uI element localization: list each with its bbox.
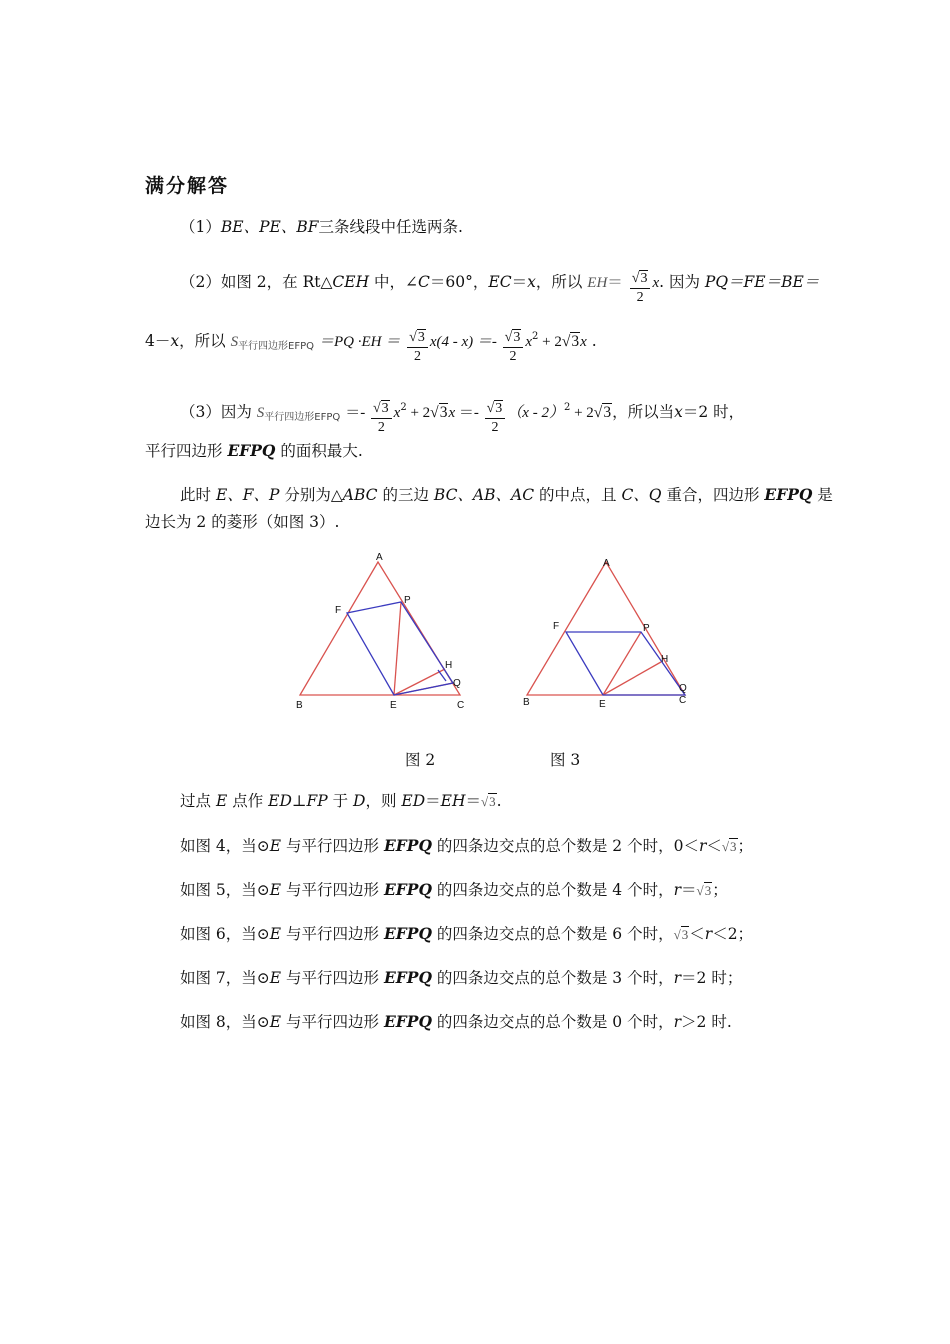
case-4-efpq: EFPQ [383, 836, 432, 855]
radicand-3: 3 [513, 330, 521, 345]
case-6-efpq: EFPQ [383, 924, 432, 943]
case-4-a: 如图 4，当⊙ [180, 837, 270, 855]
p5-ed: ED [401, 792, 426, 810]
case-figure-7 [180, 968, 742, 988]
case-6-radicand: 3 [681, 927, 689, 942]
figure-2-caption: 图 2 [405, 751, 436, 769]
segment-ec: EC [488, 273, 512, 291]
p5-c: 点作 [227, 792, 269, 810]
part-2-text-a: （2）如图 2，在 Rt△ [180, 273, 333, 291]
fig2-segment-hq [438, 670, 446, 681]
part-3-eq-b: ＝- [455, 405, 483, 421]
denominator-5: 2 [491, 420, 499, 435]
equals-sign-2: ＝ [607, 273, 623, 291]
p5-ze: ，则 [365, 792, 402, 810]
radicand-7: 3 [495, 401, 503, 416]
fig3-label-q: Q [679, 683, 687, 694]
fig2-segment-ep [394, 602, 401, 695]
figure-3 [515, 550, 705, 715]
case-figure-4: 如图 4，当⊙E 与平行四边形 EFPQ 的四条边交点的总个数是 2 个时，0＜r＜√3； [180, 836, 754, 855]
angle-value: ＝60°， [429, 273, 489, 291]
four-minus: 4－ [145, 332, 171, 350]
triangle-ceh: CEH [332, 273, 370, 291]
p5-d: D [353, 792, 366, 810]
fig2-label-e: E [390, 700, 397, 711]
part-3-plus-2: + 2 [570, 405, 594, 421]
part-2-text-d: . 因为 [659, 273, 705, 291]
part-1-segments: BE、PE、BF [220, 218, 319, 236]
square-exponent-3: 2 [563, 402, 571, 413]
case-6-a: 如图 6，当⊙ [180, 925, 270, 943]
case-4-end: ； [737, 837, 754, 855]
answer-part-3-line-1: （3）因为 $S_{平行四边形EFPQ}$ ＝- $\frac{√3}{2}$ $x^2 + 2√3x$ ＝- $\frac{√3}{2}$ （x - 2）$^2$ + 2√3，所以当x＝2 时， [180, 401, 745, 435]
case-7-e: E [269, 969, 282, 987]
section-heading: 满分解答 [145, 175, 230, 197]
part-3-x: x [393, 405, 401, 421]
var-x-2: x [652, 275, 660, 291]
case-8-d: ＞2 时. [681, 1013, 732, 1031]
p5-eq-2: ＝ [465, 792, 481, 810]
case-5-end: ； [712, 881, 728, 899]
case-5-c: 的四条边交点的总个数是 4 个时， [431, 881, 674, 899]
denominator-2: 2 [414, 349, 422, 364]
p4-abc: ABC [342, 486, 378, 504]
case-8-a: 如图 8，当⊙ [180, 1013, 270, 1031]
case-6-d: ＜2； [712, 925, 754, 943]
denominator-3: 2 [509, 349, 517, 364]
case-4-e: E [269, 837, 282, 855]
case-7-a: 如图 7，当⊙ [180, 969, 270, 987]
fig3-label-f: F [553, 621, 560, 632]
fig3-label-p: P [643, 623, 650, 634]
fraction-4: $\frac{√3}{2}$ [371, 400, 392, 437]
case-figure-8 [180, 1012, 732, 1032]
p5-e: E [215, 792, 228, 810]
part-2-text-c: ，所以 [535, 273, 583, 291]
fraction-3: $\frac{√3}{2}$ [503, 329, 524, 366]
part-3-plus: + 2 [406, 405, 431, 421]
case-4-r: r [698, 837, 707, 855]
var-x: x [527, 273, 536, 291]
p4-points: E、F、P [215, 486, 280, 504]
case-7-b: 与平行四边形 [281, 969, 384, 987]
area-symbol-2: S [256, 405, 265, 421]
p4-line2: 边长为 2 的菱形（如图 3）. [145, 513, 340, 531]
radicand-6: 3 [439, 404, 448, 421]
p4-cq: C、Q [621, 486, 662, 504]
case-5-r: r [673, 881, 682, 899]
var-x-3: x [170, 332, 180, 350]
part-2-text-b: 中，∠ [369, 273, 419, 291]
answer-part-2-line-1 [180, 270, 819, 307]
fig3-triangle-abc [527, 562, 685, 695]
case-6-e: E [269, 925, 282, 943]
angle-c: C [418, 273, 430, 291]
p5-eq: ＝ [425, 792, 441, 810]
area-subscript: 平行四边形EFPQ [238, 341, 315, 352]
square-exponent-2: 2 [400, 402, 407, 413]
area-formula-b: x(4 - x) ＝- [429, 334, 501, 350]
answer-part-4-line-1 [180, 485, 833, 505]
part-1-prefix: （1） [180, 218, 221, 236]
case-8-r: r [673, 1013, 682, 1031]
fraction-5: $\frac{√3}{2}$ [485, 400, 506, 437]
case-8-b: 与平行四边形 [281, 1013, 384, 1031]
fraction-2: $\frac{√3}{2}$ [407, 329, 428, 366]
part-3-x-2: x [448, 405, 456, 421]
case-5-b: 与平行四边形 [281, 881, 384, 899]
case-8-c: 的四条边交点的总个数是 0 个时， [431, 1013, 674, 1031]
answer-part-2-line-2: 4－x，所以 $S_{平行四边形EFPQ} =PQ \cdot EH$ ＝ $\frac{√3}{2}$ x(4 - x) ＝- $\frac{√3}{2}$ $x^2 + 2√3x$ . [145, 330, 597, 364]
case-7-r: r [673, 969, 682, 987]
equals-sign: ＝ [511, 273, 528, 291]
part-3-prefix: （3）因为 [180, 403, 257, 421]
denominator-4: 2 [377, 420, 385, 435]
fig3-label-c: C [679, 695, 687, 706]
case-4-d: ＜ [706, 837, 722, 855]
pq-chain: PQ＝FE＝BE＝ [704, 273, 820, 291]
fig2-label-a: A [376, 552, 383, 563]
figure-3-caption: 图 3 [550, 751, 581, 769]
case-8-efpq: EFPQ [383, 1012, 432, 1031]
answer-part-3-line-2 [145, 441, 363, 461]
area-formula-c: + 2 [538, 334, 562, 350]
case-6-r: r [704, 925, 713, 943]
area-formula-a: ＝PQ ·EH ＝ [318, 334, 401, 350]
case-7-d: ＝2 时； [681, 969, 743, 987]
fig2-label-c: C [457, 700, 465, 711]
fraction-sqrt3-over-2: $\frac{√3}{2}$ [630, 270, 651, 307]
case-4-radicand: 3 [730, 839, 737, 854]
case-5-efpq: EFPQ [383, 880, 432, 899]
radicand-8: 3 [603, 404, 612, 421]
p4-efpq: EFPQ [764, 485, 813, 504]
part-3-var-x: x [674, 403, 683, 421]
p4-c: 分别为△ [279, 486, 343, 504]
figure-2 [290, 550, 480, 715]
area-formula-x-2: x [580, 334, 587, 350]
p4-i: 重合，四边形 [661, 486, 765, 504]
p4-g: 的中点，且 [534, 486, 622, 504]
part-2-text-e: ，所以 [179, 332, 231, 350]
p4-a: 此时 [180, 486, 216, 504]
p5-a: 过点 [180, 792, 216, 810]
case-7-c: 的四条边交点的总个数是 3 个时， [431, 969, 674, 987]
case-8-e: E [269, 1013, 282, 1031]
part-3-text-a: ，所以当 [612, 403, 675, 421]
p5-ed-fp: ED⊥FP [268, 792, 328, 810]
case-5-a: 如图 5，当⊙ [180, 881, 270, 899]
case-6-b: 与平行四边形 [281, 925, 384, 943]
fig2-segment-eh [394, 669, 445, 695]
case-5-e: E [269, 881, 282, 899]
case-figure-6: 如图 6，当⊙E 与平行四边形 EFPQ 的四条边交点的总个数是 6 个时，√3＜r＜2； [180, 924, 754, 943]
p5-yu: 于 [327, 792, 353, 810]
area-symbol: S [230, 334, 239, 350]
quad-efpq: EFPQ [227, 441, 276, 460]
fig3-label-h: H [661, 654, 669, 665]
p4-k: 是 [812, 486, 833, 504]
denominator: 2 [636, 290, 644, 305]
area-formula-x: x [525, 334, 533, 350]
part-1-text: 三条线段中任选两条. [318, 218, 463, 236]
fig3-label-e: E [599, 699, 606, 710]
fig2-triangle-abc [300, 562, 460, 695]
fig2-label-b: B [296, 700, 303, 711]
case-7-efpq: EFPQ [383, 968, 432, 987]
fig2-label-h: H [445, 660, 453, 671]
part-3-text-b: ＝2 时， [682, 403, 745, 421]
part-3-text-d: 的面积最大. [275, 442, 363, 460]
radicand-2: 3 [417, 330, 425, 345]
radicand-5: 3 [381, 401, 389, 416]
case-4-b: 与平行四边形 [281, 837, 384, 855]
fig3-label-b: B [523, 697, 530, 708]
p4-e: 的三边 [377, 486, 434, 504]
fig2-label-p: P [404, 595, 411, 606]
part-3-paren: （x - 2） [507, 405, 564, 421]
radicand: 3 [640, 271, 648, 286]
answer-part-1 [180, 217, 463, 237]
case-figure-5: 如图 5，当⊙E 与平行四边形 EFPQ 的四条边交点的总个数是 4 个时，r＝√3； [180, 880, 728, 899]
answer-part-5: 过点 E 点作 ED⊥FP 于 D，则 ED＝EH＝√3. [180, 792, 502, 810]
case-5-radicand: 3 [704, 883, 712, 898]
p4-sides: BC、AB、AC [433, 486, 535, 504]
fig3-segment-eh [603, 662, 661, 695]
part-3-eq-a: ＝- [345, 405, 369, 421]
case-5-d: ＝ [681, 881, 697, 899]
answer-part-4-line-2 [145, 512, 339, 532]
fig2-label-f: F [335, 605, 342, 616]
fig2-label-q: Q [453, 678, 461, 689]
p5-eh: EH [440, 792, 466, 810]
eh-label: EH [587, 275, 608, 291]
fig3-segment-ep [603, 632, 641, 695]
radicand-4: 3 [571, 333, 580, 350]
case-6-c: 的四条边交点的总个数是 6 个时， [431, 925, 674, 943]
part-3-text-c: 平行四边形 [145, 442, 228, 460]
p5-period: . [496, 792, 502, 810]
case-4-c: 的四条边交点的总个数是 2 个时，0＜ [431, 837, 699, 855]
fig3-label-a: A [603, 558, 610, 569]
period: . [586, 332, 597, 350]
area-subscript-2: 平行四边形EFPQ [264, 412, 341, 423]
p5-radicand: 3 [489, 794, 496, 809]
square-exponent: 2 [532, 331, 539, 342]
